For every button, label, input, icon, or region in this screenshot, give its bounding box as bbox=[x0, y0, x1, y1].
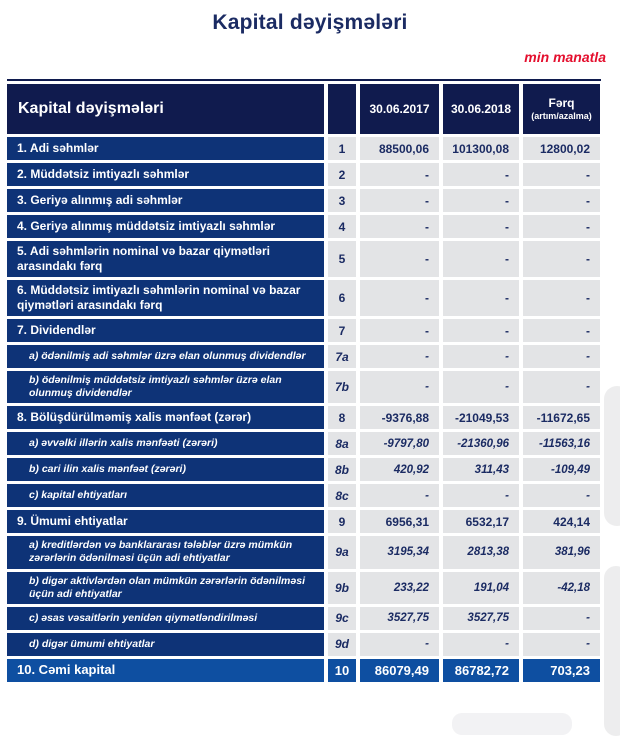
header-col-2017: 30.06.2017 bbox=[360, 84, 439, 134]
value-2018: -21049,53 bbox=[443, 406, 519, 429]
row-number: 9d bbox=[328, 633, 356, 656]
row-number: 8b bbox=[328, 458, 356, 481]
header-col-diff bbox=[523, 84, 600, 134]
value-2017: - bbox=[360, 484, 439, 507]
page-title: Kapital dəyişmələri bbox=[212, 11, 408, 34]
value-diff: - bbox=[523, 163, 600, 186]
value-2018: 3527,75 bbox=[443, 607, 519, 630]
value-2017: - bbox=[360, 371, 439, 403]
value-diff: 381,96 bbox=[523, 536, 600, 568]
value-2017: 6956,31 bbox=[360, 510, 439, 533]
value-2017: - bbox=[360, 163, 439, 186]
decorative-shape bbox=[604, 386, 620, 526]
row-number: 8 bbox=[328, 406, 356, 429]
row-label: c) əsas vəsaitlərin yenidən qiymətləndirilməsi bbox=[7, 607, 324, 630]
table-row bbox=[7, 484, 601, 507]
value-2018: - bbox=[443, 280, 519, 316]
value-2017: - bbox=[360, 241, 439, 277]
row-label: 8. Bölüşdürülməmiş xalis mənfəət (zərər) bbox=[7, 406, 324, 429]
value-2017: 86079,49 bbox=[360, 659, 439, 682]
row-label: b) digər aktivlərdən olan mümkün zərərlərin ödənilməsi üçün adi ehtiyatlar bbox=[7, 572, 324, 604]
unit-note: min manatla bbox=[524, 49, 606, 65]
value-2018: 311,43 bbox=[443, 458, 519, 481]
header-row-number bbox=[328, 84, 356, 134]
table-row bbox=[7, 607, 601, 630]
value-2018: - bbox=[443, 319, 519, 342]
value-diff: - bbox=[523, 607, 600, 630]
value-2017: 233,22 bbox=[360, 572, 439, 604]
row-label: a) kreditlərdən və banklararası tələblər üzrə mümkün zərərlərin ödənilməsi üçün adi ehtiyatlar bbox=[7, 536, 324, 568]
row-label: 4. Geriyə alınmış müddətsiz imtiyazlı səhmlər bbox=[7, 215, 324, 238]
table-row bbox=[7, 371, 601, 403]
row-number: 1 bbox=[328, 137, 356, 160]
table-row bbox=[7, 241, 601, 277]
value-diff: - bbox=[523, 371, 600, 403]
value-diff: -11563,16 bbox=[523, 432, 600, 455]
table-row bbox=[7, 633, 601, 656]
value-diff: - bbox=[523, 633, 600, 656]
value-2018: -21360,96 bbox=[443, 432, 519, 455]
decorative-shape bbox=[604, 566, 620, 736]
row-label: 6. Müddətsiz imtiyazlı səhmlərin nominal və bazar qiymətləri arasındakı fərq bbox=[7, 280, 324, 316]
row-label: b) cari ilin xalis mənfəət (zərəri) bbox=[7, 458, 324, 481]
table-row bbox=[7, 215, 601, 238]
value-2018: - bbox=[443, 189, 519, 212]
value-2018: - bbox=[443, 163, 519, 186]
value-2018: - bbox=[443, 371, 519, 403]
row-number: 2 bbox=[328, 163, 356, 186]
value-diff: 703,23 bbox=[523, 659, 600, 682]
table-row bbox=[7, 458, 601, 481]
row-label: c) kapital ehtiyatları bbox=[7, 484, 324, 507]
value-2017: 420,92 bbox=[360, 458, 439, 481]
value-2017: -9376,88 bbox=[360, 406, 439, 429]
row-number: 7b bbox=[328, 371, 356, 403]
row-number: 4 bbox=[328, 215, 356, 238]
table-rows-container bbox=[7, 84, 601, 682]
table-row bbox=[7, 163, 601, 186]
value-diff: - bbox=[523, 241, 600, 277]
value-2018: - bbox=[443, 633, 519, 656]
header-col-2018: 30.06.2018 bbox=[443, 84, 519, 134]
row-number: 9a bbox=[328, 536, 356, 568]
table-row bbox=[7, 280, 601, 316]
row-label: d) digər ümumi ehtiyatlar bbox=[7, 633, 324, 656]
row-number: 9c bbox=[328, 607, 356, 630]
table-row bbox=[7, 137, 601, 160]
table-row bbox=[7, 432, 601, 455]
row-number: 7a bbox=[328, 345, 356, 368]
row-number: 10 bbox=[328, 659, 356, 682]
value-2017: - bbox=[360, 189, 439, 212]
row-label: 5. Adi səhmlərin nominal və bazar qiymətləri arasındakı fərq bbox=[7, 241, 324, 277]
row-number: 5 bbox=[328, 241, 356, 277]
capital-changes-table bbox=[7, 79, 601, 682]
value-2017: - bbox=[360, 280, 439, 316]
value-2018: 191,04 bbox=[443, 572, 519, 604]
value-diff: -11672,65 bbox=[523, 406, 600, 429]
table-row bbox=[7, 189, 601, 212]
row-label: 2. Müddətsiz imtiyazlı səhmlər bbox=[7, 163, 324, 186]
value-diff: 424,14 bbox=[523, 510, 600, 533]
table-row bbox=[7, 345, 601, 368]
row-number: 9b bbox=[328, 572, 356, 604]
value-diff: - bbox=[523, 215, 600, 238]
row-label: 10. Cəmi kapital bbox=[7, 659, 324, 682]
header-label: Kapital dəyişmələri bbox=[7, 84, 324, 134]
value-diff: -109,49 bbox=[523, 458, 600, 481]
row-label: 1. Adi səhmlər bbox=[7, 137, 324, 160]
value-2018: - bbox=[443, 241, 519, 277]
value-2017: - bbox=[360, 215, 439, 238]
row-label: a) ödənilmiş adi səhmlər üzrə elan olunmuş dividendlər bbox=[7, 345, 324, 368]
row-label: b) ödənilmiş müddətsiz imtiyazlı səhmlər üzrə elan olunmuş dividendlər bbox=[7, 371, 324, 403]
value-diff: - bbox=[523, 280, 600, 316]
value-diff: - bbox=[523, 319, 600, 342]
value-2018: - bbox=[443, 345, 519, 368]
value-diff: - bbox=[523, 484, 600, 507]
value-diff: - bbox=[523, 189, 600, 212]
row-number: 8c bbox=[328, 484, 356, 507]
value-2017: 3527,75 bbox=[360, 607, 439, 630]
value-2017: 88500,06 bbox=[360, 137, 439, 160]
row-number: 9 bbox=[328, 510, 356, 533]
row-number: 8a bbox=[328, 432, 356, 455]
table-row bbox=[7, 406, 601, 429]
value-2018: 101300,08 bbox=[443, 137, 519, 160]
decorative-shape bbox=[452, 713, 572, 735]
value-2018: - bbox=[443, 215, 519, 238]
row-number: 6 bbox=[328, 280, 356, 316]
table-top-border bbox=[7, 79, 601, 81]
row-number: 3 bbox=[328, 189, 356, 212]
row-label: a) əvvəlki illərin xalis mənfəəti (zərəri) bbox=[7, 432, 324, 455]
header-diff-title: Fərq bbox=[548, 95, 575, 110]
table-row bbox=[7, 572, 601, 604]
value-diff: -42,18 bbox=[523, 572, 600, 604]
table-row bbox=[7, 319, 601, 342]
table-row bbox=[7, 510, 601, 533]
row-label: 7. Dividendlər bbox=[7, 319, 324, 342]
value-2017: - bbox=[360, 319, 439, 342]
value-2018: 86782,72 bbox=[443, 659, 519, 682]
value-2018: 2813,38 bbox=[443, 536, 519, 568]
table-row bbox=[7, 536, 601, 568]
value-diff: 12800,02 bbox=[523, 137, 600, 160]
table-row bbox=[7, 659, 601, 682]
value-2017: 3195,34 bbox=[360, 536, 439, 568]
row-label: 9. Ümumi ehtiyatlar bbox=[7, 510, 324, 533]
value-2017: -9797,80 bbox=[360, 432, 439, 455]
row-number: 7 bbox=[328, 319, 356, 342]
value-2018: 6532,17 bbox=[443, 510, 519, 533]
row-label: 3. Geriyə alınmış adi səhmlər bbox=[7, 189, 324, 212]
value-diff: - bbox=[523, 345, 600, 368]
value-2017: - bbox=[360, 633, 439, 656]
value-2018: - bbox=[443, 484, 519, 507]
value-2017: - bbox=[360, 345, 439, 368]
header-diff-subtitle: (artım/azalma) bbox=[531, 110, 592, 121]
table-header-row bbox=[7, 84, 601, 134]
